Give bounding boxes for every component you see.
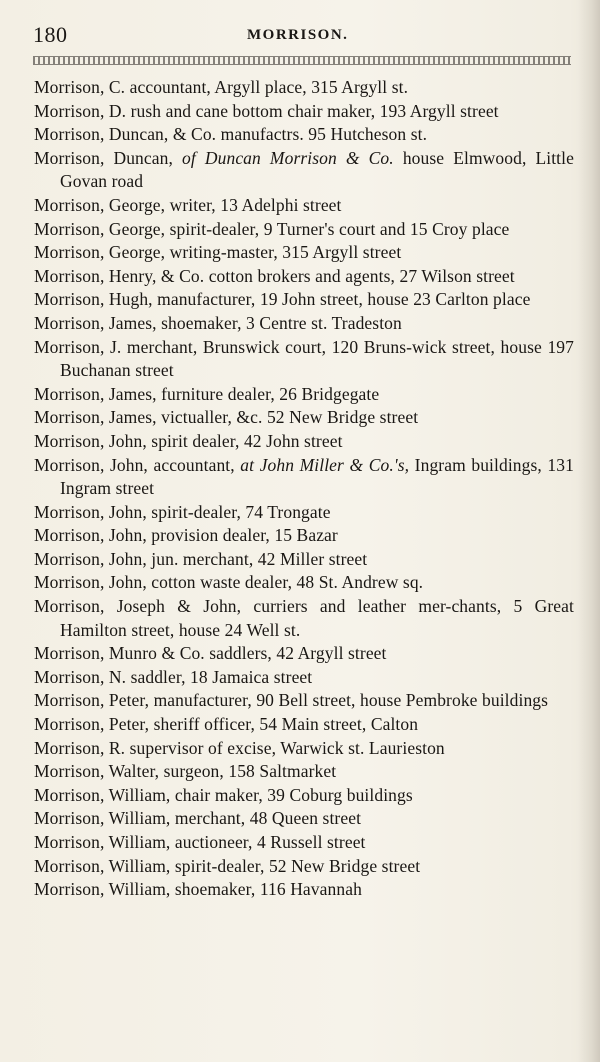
- directory-entry: Morrison, William, shoemaker, 116 Havannah: [34, 879, 362, 900]
- directory-entry: Morrison, George, spirit-dealer, 9 Turner's court and 15 Croy place: [34, 218, 510, 239]
- directory-entry: Morrison, Henry, & Co. cotton brokers and agents, 27 Wilson street: [34, 265, 515, 286]
- directory-entry: Morrison, James, victualler, &c. 52 New Bridge street: [34, 407, 419, 428]
- directory-entry: Morrison, John, jun. merchant, 42 Miller street: [34, 548, 368, 569]
- directory-entry: Morrison, J. merchant, Brunswick court, 120 Bruns-wick street, house 197 Buchanan street: [34, 336, 574, 381]
- directory-entry: Morrison, R. supervisor of excise, Warwick st. Laurieston: [34, 737, 445, 758]
- entry-italic-text: of Duncan Morrison & Co.: [182, 147, 394, 168]
- directory-entry: Morrison, Munro & Co. saddlers, 42 Argyll street: [34, 643, 387, 664]
- directory-entry: [34, 454, 574, 501]
- page-header: [33, 22, 573, 50]
- entry-text: Morrison, John, accountant,: [34, 454, 241, 475]
- directory-entry: Morrison, Peter, manufacturer, 90 Bell street, house Pembroke buildings: [34, 690, 549, 711]
- directory-entry: Morrison, Joseph & John, curriers and leather mer-chants, 5 Great Hamilton street, house 24 Well st.: [34, 596, 574, 640]
- directory-entry: Morrison, Peter, sheriff officer, 54 Main street, Calton: [34, 714, 419, 735]
- entry-italic-text: at John Miller & Co.'s,: [240, 454, 410, 475]
- directory-entry: Morrison, William, chair maker, 39 Coburg buildings: [34, 784, 413, 805]
- directory-entry: Morrison, D. rush and cane bottom chair maker, 193 Argyll street: [34, 100, 499, 121]
- entry-text: Ingram buildings, 131 Ingram street: [60, 454, 574, 499]
- entry-text: house Elmwood, Little Govan road: [60, 147, 574, 192]
- directory-entry: Morrison, William, merchant, 48 Queen street: [34, 808, 362, 829]
- directory-entry: Morrison, George, writer, 13 Adelphi street: [34, 194, 342, 215]
- page-edge-shadow: [578, 0, 600, 1062]
- entry-text: Morrison, Duncan,: [34, 147, 183, 168]
- directory-entry: Morrison, George, writing-master, 315 Argyll street: [34, 242, 402, 263]
- directory-entry: [34, 147, 574, 194]
- directory-entry: Morrison, Hugh, manufacturer, 19 John street, house 23 Carlton place: [34, 289, 531, 310]
- directory-entry: Morrison, Walter, surgeon, 158 Saltmarket: [34, 761, 337, 782]
- directory-entry: Morrison, William, spirit-dealer, 52 New Bridge street: [34, 855, 421, 876]
- directory-entry: Morrison, Duncan, & Co. manufactrs. 95 Hutcheson st.: [34, 124, 428, 145]
- header-rule: [33, 56, 571, 65]
- directory-entry: Morrison, William, auctioneer, 4 Russell street: [34, 832, 366, 852]
- directory-entry: Morrison, James, furniture dealer, 26 Bridgegate: [34, 383, 380, 404]
- directory-entry: Morrison, John, cotton waste dealer, 48 St. Andrew sq.: [34, 572, 424, 593]
- page-number: 180: [33, 22, 68, 47]
- directory-entry: Morrison, N. saddler, 18 Jamaica street: [34, 666, 313, 687]
- directory-entry: Morrison, John, spirit dealer, 42 John street: [34, 430, 343, 451]
- directory-entry: Morrison, C. accountant, Argyll place, 315 Argyll st.: [34, 77, 409, 97]
- directory-entry: Morrison, John, spirit-dealer, 74 Trongate: [34, 501, 331, 522]
- running-head: MORRISON.: [247, 27, 349, 43]
- directory-entries: [34, 76, 574, 902]
- directory-entry: Morrison, James, shoemaker, 3 Centre st. Tradeston: [34, 312, 402, 333]
- directory-entry: Morrison, John, provision dealer, 15 Bazar: [34, 525, 338, 546]
